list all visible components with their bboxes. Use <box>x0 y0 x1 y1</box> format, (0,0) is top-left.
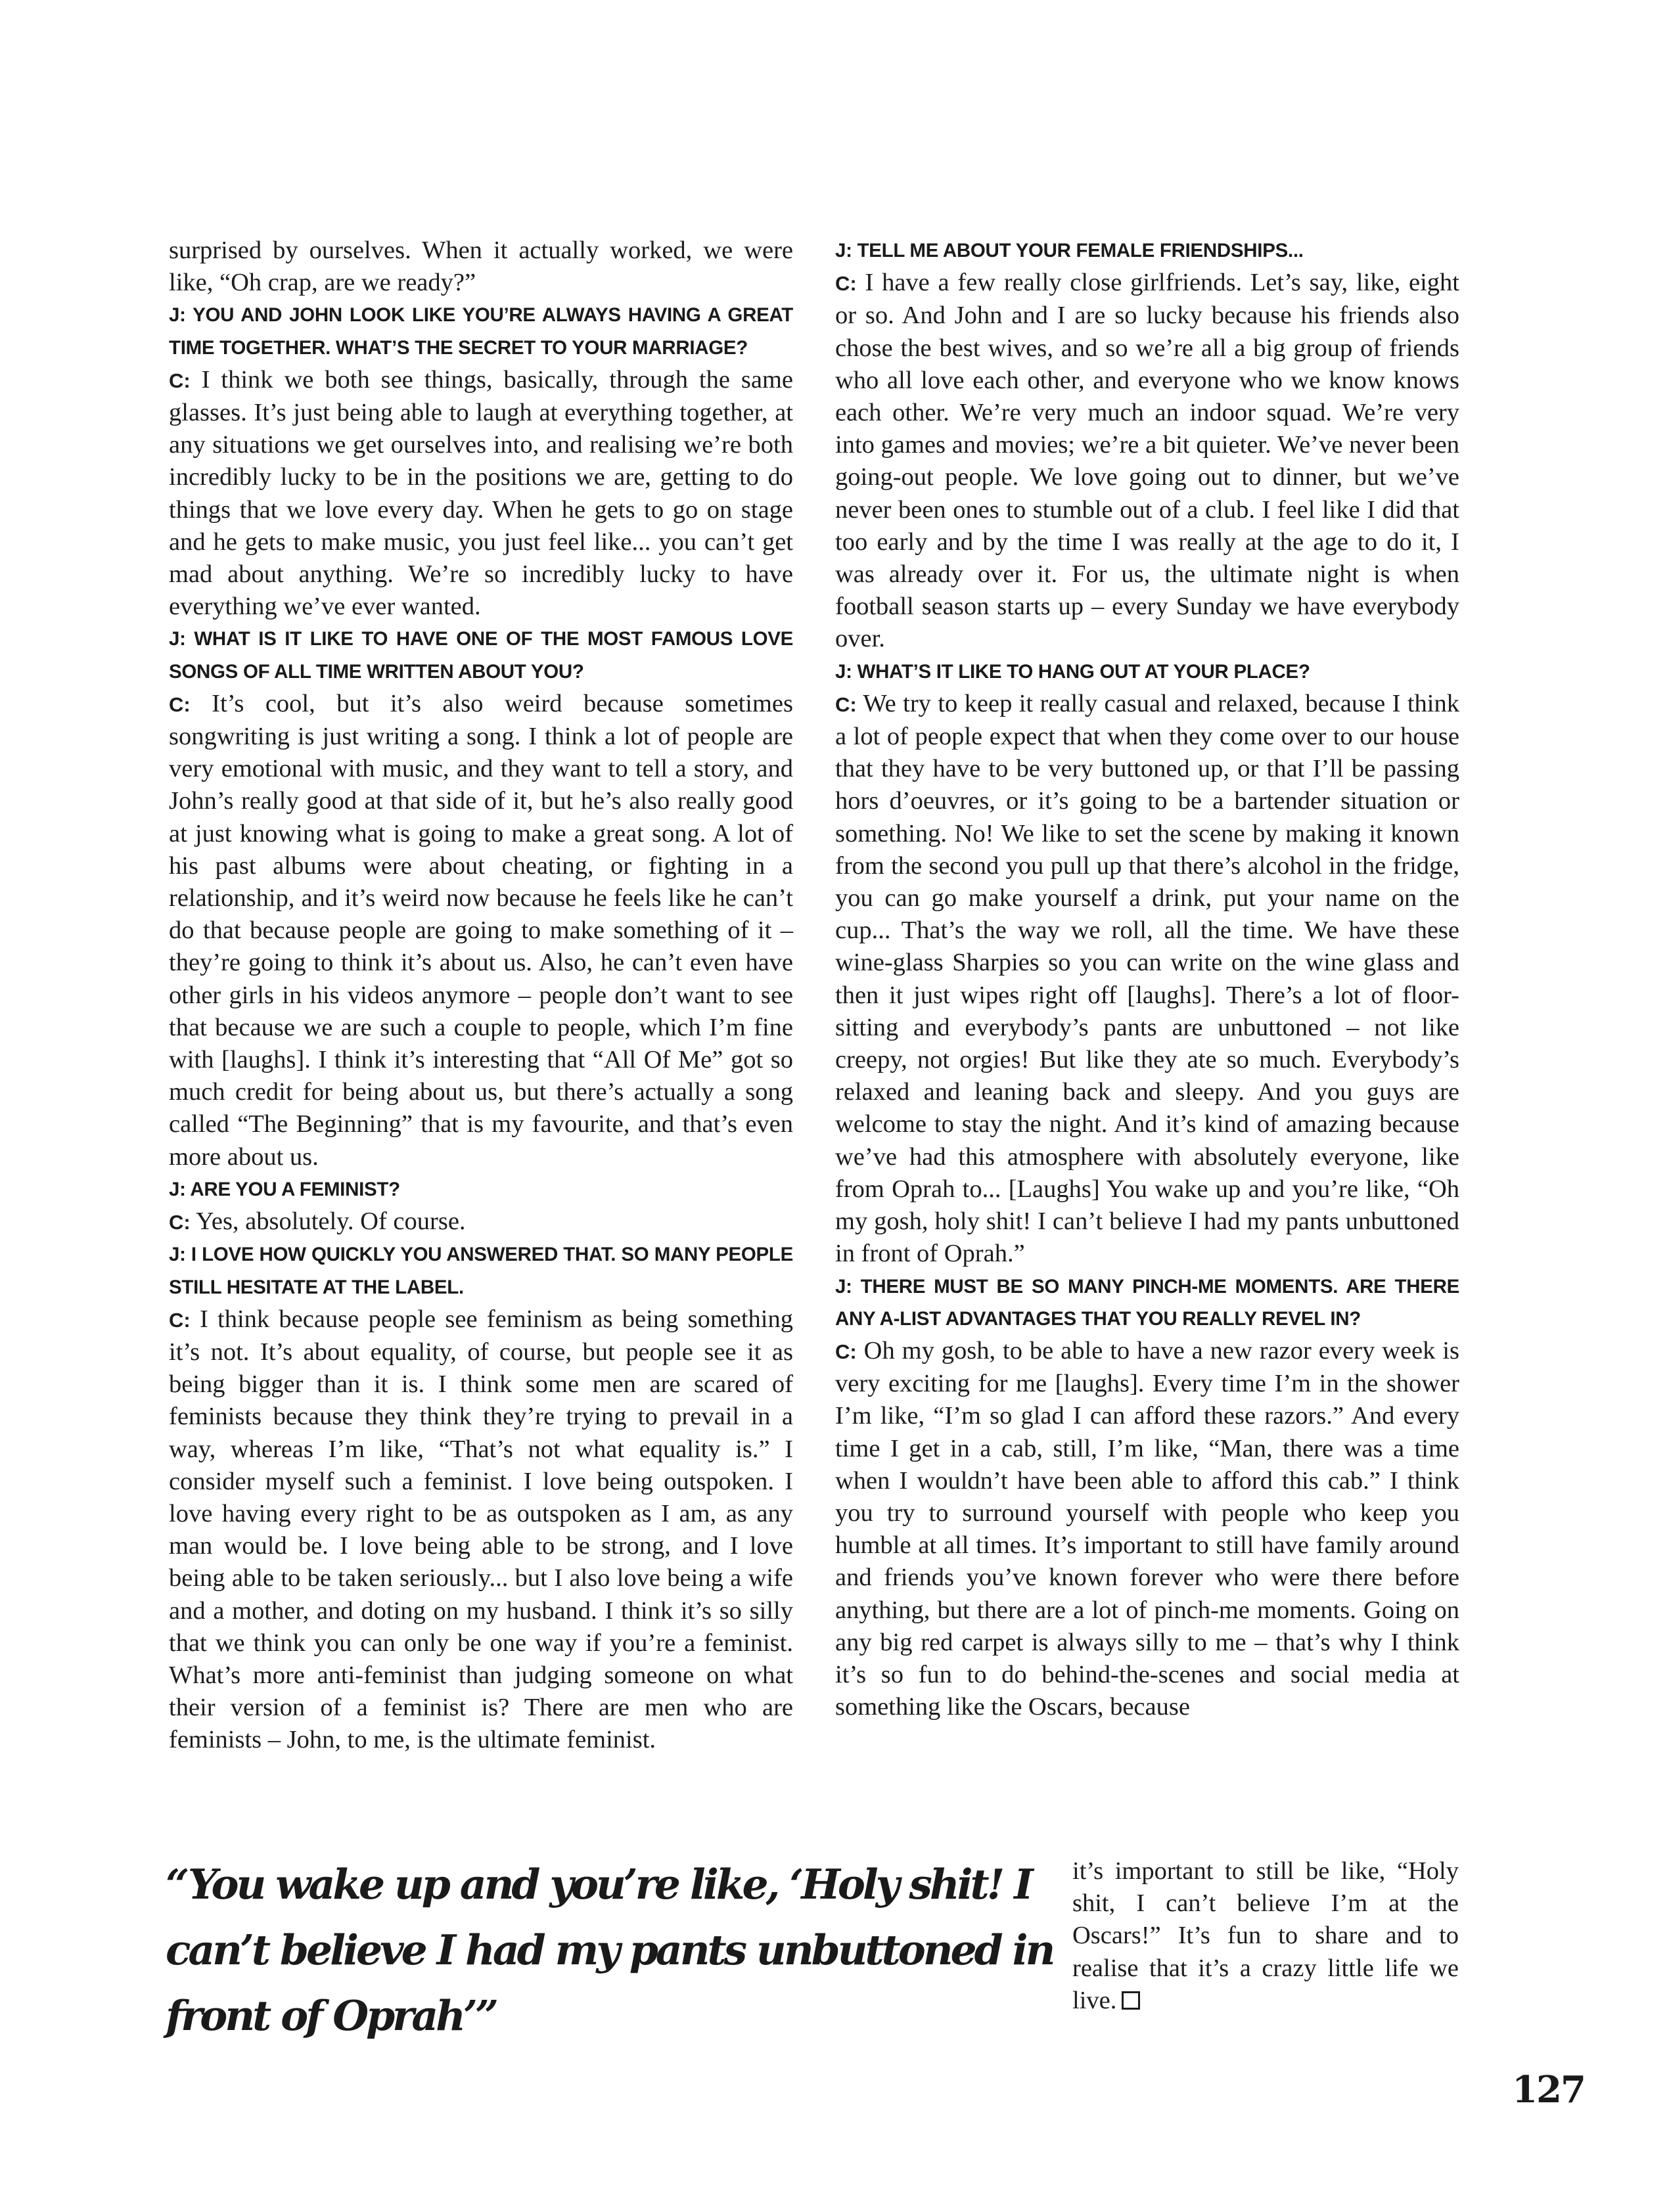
left-text-column <box>169 235 793 1757</box>
interview-question: J: TELL ME ABOUT YOUR FEMALE FRIENDSHIPS... <box>835 240 1304 261</box>
pull-quote: “You wake up and you’re like, ‘Holy shit! I can’t believe I had my pants unbuttoned in front of Oprah’” <box>166 1860 1053 2040</box>
continuation-text: it’s important to still be like, “Holy shit, I can’t believe I’m at the Oscars!” It’s fun to share and to realise that it’s a crazy little life we live. <box>1072 1857 1459 2014</box>
right-text-column <box>835 235 1459 1723</box>
interview-answer <box>169 688 793 1173</box>
answer-label: C: <box>835 272 857 296</box>
interview-question: J: WHAT IS IT LIKE TO HAVE ONE OF THE MOST FAMOUS LOVE SONGS OF ALL TIME WRITTEN ABOUT YOU? <box>169 628 793 683</box>
end-mark-icon <box>1122 1991 1140 2010</box>
answer-text: Yes, absolutely. Of course. <box>190 1208 466 1236</box>
answer-label: C: <box>169 1308 191 1332</box>
answer-text: We try to keep it really casual and relaxed, because I think a lot of people expect that when they come over to our house that they have to be very buttoned up, or that I’ll be passing hors d’oeuvres, or it’s going to be a bartender situation or something. No! We like to set the scene by making it known from the second you pull up that there’s alcohol in the fridge, you can go make yourself a drink, put your name on the cup... That’s the way we roll, all the time. We have these wine-glass Sharpies so you can write on the wine glass and then it just wipes right off [laughs]. There’s a lot of floor-sitting and everybody’s pants are unbuttoned – not like creepy, not orgies! But like they ate so much. Everybody’s relaxed and leaning back and sleepy. And you guys are welcome to stay the night. And it’s kind of amazing because we’ve had this atmosphere with absolutely everyone, like from Oprah to... [Laughs] You wake up and you’re like, “Oh my gosh, holy shit! I can’t believe I had my pants unbuttoned in front of Oprah.” <box>835 689 1459 1268</box>
interview-answer <box>835 688 1459 1271</box>
interview-answer <box>835 267 1459 655</box>
answer-label: C: <box>835 1340 857 1363</box>
interview-question: J: ARE YOU A FEMINIST? <box>169 1178 400 1200</box>
intro-paragraph: surprised by ourselves. When it actually worked, we were like, “Oh crap, are we ready?” <box>169 237 793 297</box>
answer-text: Oh my gosh, to be able to have a new razor every week is very exciting for me [laughs]. Every time I’m in the shower I’m like, “I’m so glad I can afford these razors.” And every time I get in a cab, still, I’m like, “Man, there was a time when I wouldn’t have been able to afford this cab.” I think you try to surround yourself with people who keep you humble at all times. It’s important to still have family around and friends you’ve known forever who were there before anything, but there are a lot of pinch-me moments. Going on any big red carpet is always silly to me – that’s why I think it’s so fun to do behind-the-scenes and social media at something like the Oscars, because <box>835 1336 1459 1721</box>
interview-question: J: WHAT’S IT LIKE TO HANG OUT AT YOUR PLACE? <box>835 660 1310 683</box>
interview-answer <box>169 1303 793 1757</box>
interview-question: J: YOU AND JOHN LOOK LIKE YOU’RE ALWAYS HAVING A GREAT TIME TOGETHER. WHAT’S THE SECRET TO YOUR MARRIAGE? <box>169 304 793 359</box>
answer-text: It’s cool, but it’s also weird because sometimes songwriting is just writing a song. I think a lot of people are very emotional with music, and they want to tell a story, and John’s really good at that side of it, but he’s also really good at just knowing what is going to make a great song. A lot of his past albums were about cheating, or fighting in a relationship, and it’s weird now because he feels like he can’t do that because people are going to make something of it – they’re going to think it’s about us. Also, he can’t even have other girls in his videos anymore – people don’t want to see that because we are such a couple to people, which I’m fine with [laughs]. I think it’s interesting that “All Of Me” got so much credit for being about us, but there’s actually a song called “The Beginning” that is my favourite, and that’s even more about us. <box>169 689 793 1171</box>
continuation-paragraph <box>1072 1855 1459 2017</box>
page-number: 127 <box>1512 2068 1585 2111</box>
answer-text: I think because people see feminism as being something it’s not. It’s about equality, of course, but people see it as being bigger than it is. I think some men are scared of feminists because they think they’re trying to prevail in a way, whereas I’m like, “That’s not what equality is.” I consider myself such a feminist. I love being outspoken. I love having every right to be as outspoken as I am, as any man would be. I love being able to be strong, and I love being able to be taken seriously... but I also love being a wife and a mother, and doting on my husband. I think it’s so silly that we think you can only be one way if you’re a feminist. What’s more anti-feminist than judging someone on what their version of a feminist is? There are men who are feminists – John, to me, is the ultimate feminist. <box>169 1305 793 1754</box>
interview-answer <box>169 1206 793 1238</box>
answer-label: C: <box>169 369 191 392</box>
interview-answer <box>169 364 793 623</box>
interview-answer <box>835 1335 1459 1723</box>
answer-label: C: <box>169 1211 191 1234</box>
interview-question: J: I LOVE HOW QUICKLY YOU ANSWERED THAT. SO MANY PEOPLE STILL HESITATE AT THE LABEL. <box>169 1244 793 1298</box>
interview-question: J: THERE MUST BE SO MANY PINCH-ME MOMENTS. ARE THERE ANY A-LIST ADVANTAGES THAT YOU REALLY REVEL IN? <box>835 1275 1459 1330</box>
answer-label: C: <box>835 692 857 716</box>
answer-label: C: <box>169 692 191 716</box>
answer-text: I think we both see things, basically, through the same glasses. It’s just being able to laugh at everything together, at any situations we get ourselves into, and realising we’re both incredibly lucky to be in the positions we are, getting to do things that we love every day. When he gets to go on stage and he gets to make music, you just feel like... you can’t get mad about anything. We’re so incredibly lucky to have everything we’ve ever wanted. <box>169 365 793 621</box>
answer-text: I have a few really close girlfriends. Let’s say, like, eight or so. And John and I are so lucky because his friends also chose the best wives, and so we’re all a big group of friends who all love each other, and everyone who we know knows each other. We’re very much an indoor squad. We’re very into games and movies; we’re a bit quieter. We’ve never been going-out people. We love going out to dinner, but we’ve never been ones to stumble out of a club. I feel like I did that too early and by the time I was really at the age to do it, I was already over it. For us, the ultimate night is when football season starts up – every Sunday we have everybody over. <box>835 269 1459 653</box>
